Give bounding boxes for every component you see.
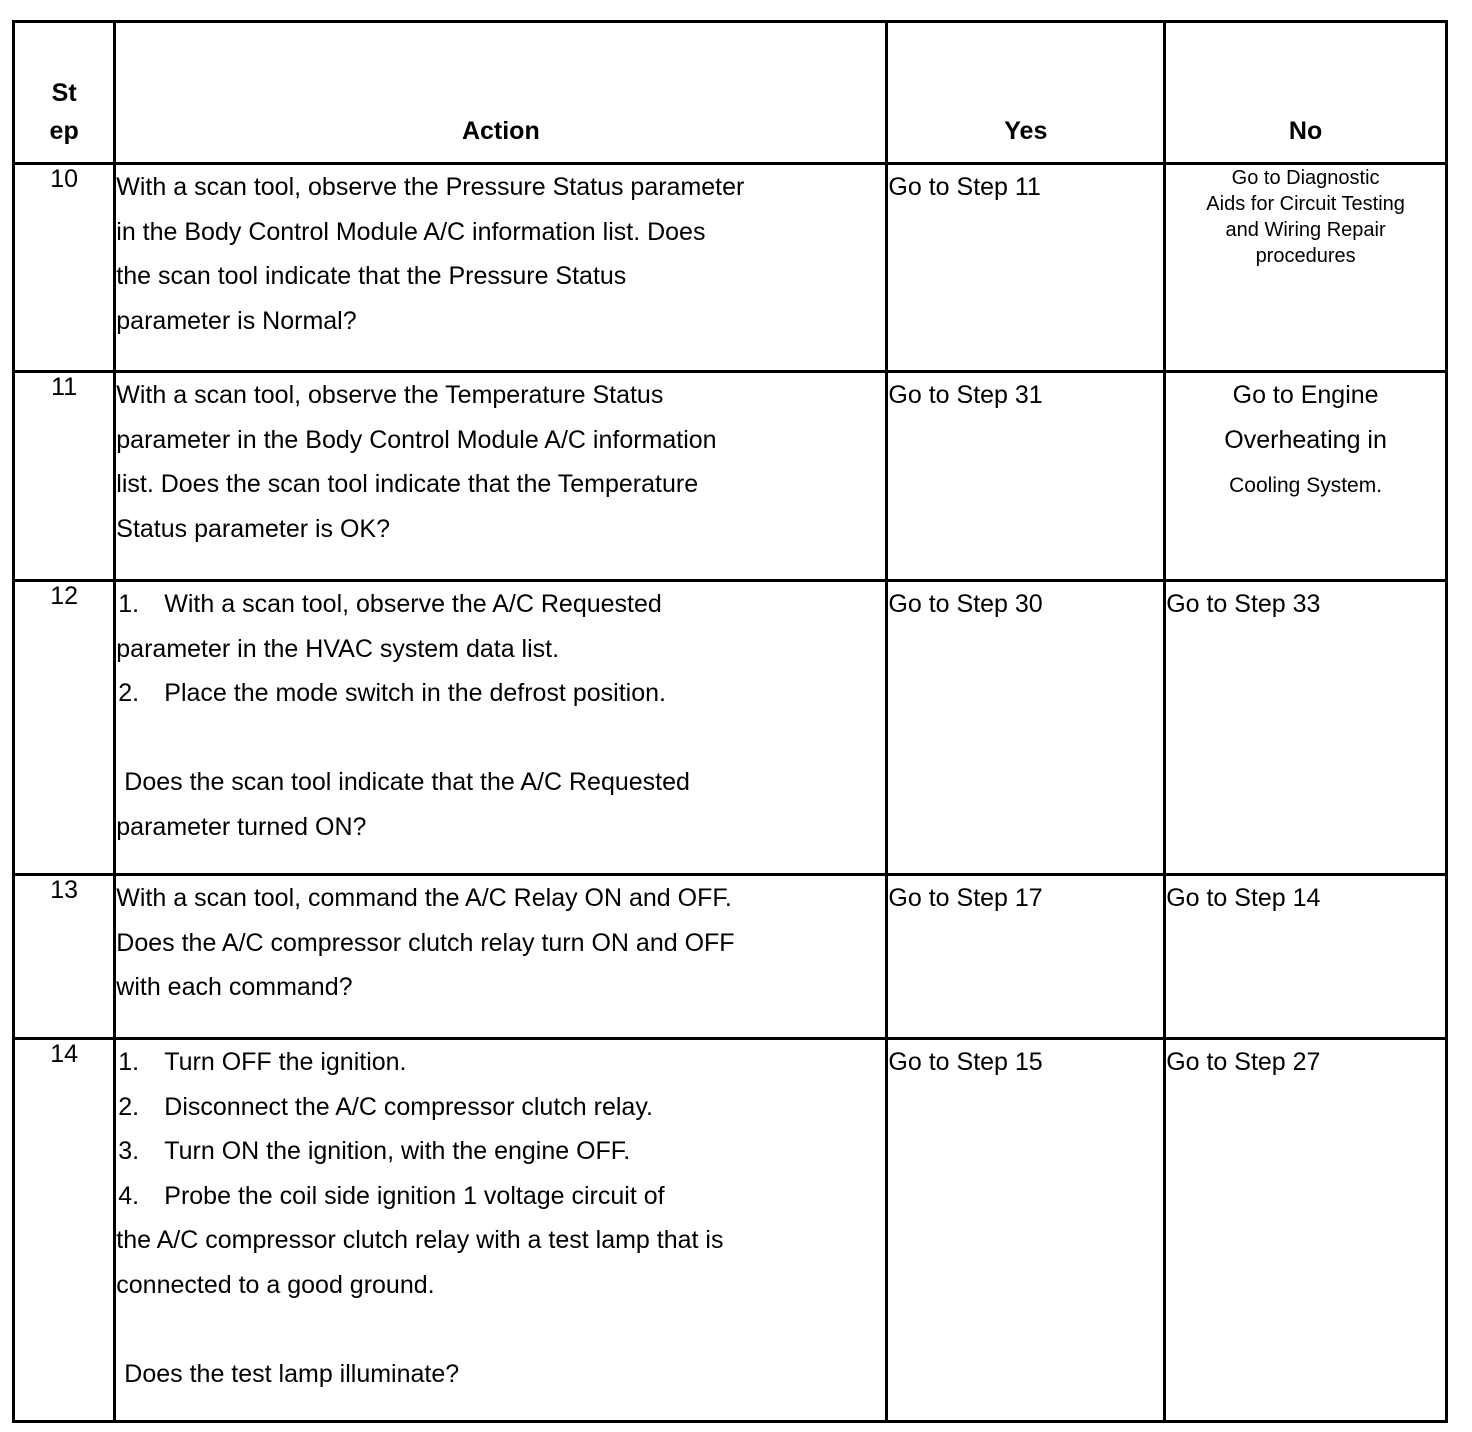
blank-line [116,716,885,761]
action-cell [115,1039,887,1422]
item-number: 1. [118,1048,140,1076]
no-line: procedures [1255,245,1356,267]
table-row [14,875,1447,1039]
action-item [116,1040,885,1085]
header-step-line1: St [51,79,77,107]
yes-cell: Go to Step 15 [887,1039,1165,1422]
header-step [14,22,115,164]
header-action: Action [115,22,887,164]
question-line: Does the test lamp illuminate? [124,1360,460,1389]
action-item: parameter in the HVAC system data list. [116,634,560,663]
action-line: with each command? [116,973,353,1002]
question-line: parameter turned ON? [116,812,367,841]
item-number: 2. [118,1092,140,1121]
no-cell: Go to Step 14 [1165,875,1447,1039]
question-line: Does the scan tool indicate that the A/C Requested [124,768,690,797]
action-item [116,582,885,627]
action-line: parameter in the Body Control Module A/C information [116,425,717,454]
step-number: 12 [14,581,115,875]
blank-line [116,1308,885,1353]
table-row [14,372,1447,581]
item-text: Turn ON the ignition, with the engine OFF. [164,1137,631,1166]
header-row [14,22,1447,164]
step-number: 11 [14,372,115,581]
action-item [116,1174,885,1219]
step-number: 14 [14,1039,115,1422]
yes-cell: Go to Step 31 [887,372,1165,581]
item-text: Probe the coil side ignition 1 voltage circuit of [164,1181,665,1210]
header-yes: Yes [887,22,1165,164]
action-item [116,1129,885,1174]
yes-cell: Go to Step 17 [887,875,1165,1039]
table-row [14,1039,1447,1422]
no-cell: Go to Step 33 [1165,581,1447,875]
action-line: With a scan tool, observe the Pressure Status parameter [116,173,745,201]
no-cell [1165,372,1447,581]
table-row [14,164,1447,372]
no-line: Go to Engine [1232,381,1379,409]
action-line: list. Does the scan tool indicate that the Temperature [116,470,699,499]
step-number: 10 [14,164,115,372]
header-no: No [1165,22,1447,164]
table-row [14,581,1447,875]
no-line: Aids for Circuit Testing [1206,193,1405,215]
action-cell [115,164,887,372]
yes-cell: Go to Step 30 [887,581,1165,875]
yes-cell: Go to Step 11 [887,164,1165,372]
action-item: the A/C compressor clutch relay with a test lamp that is [116,1226,724,1255]
action-line: parameter is Normal? [116,306,357,335]
item-number: 4. [118,1181,140,1210]
no-line: Go to Diagnostic [1231,167,1380,189]
item-text: Disconnect the A/C compressor clutch relay. [164,1092,653,1121]
no-cell [1165,164,1447,372]
item-text: Turn OFF the ignition. [164,1048,407,1076]
no-line: and Wiring Repair [1225,219,1386,241]
no-line: Overheating in [1224,426,1387,454]
action-line: in the Body Control Module A/C information list. Does [116,217,706,246]
item-number: 1. [118,590,140,618]
action-item [116,1085,885,1130]
action-item: connected to a good ground. [116,1270,435,1299]
step-number: 13 [14,875,115,1039]
item-text: With a scan tool, observe the A/C Requested [164,590,662,618]
action-line: With a scan tool, command the A/C Relay ON and OFF. [116,884,732,912]
action-line: With a scan tool, observe the Temperature Status [116,381,664,409]
item-text: Place the mode switch in the defrost position. [164,679,666,708]
action-line: the scan tool indicate that the Pressure Status [116,262,627,291]
action-cell [115,875,887,1039]
action-cell [115,372,887,581]
diagnostic-table [12,20,1448,1423]
action-cell [115,581,887,875]
item-number: 2. [118,679,140,708]
no-line: Cooling System. [1229,474,1383,497]
action-item [116,671,885,716]
header-step-line2: ep [49,117,79,145]
action-line: Status parameter is OK? [116,514,391,543]
item-number: 3. [118,1137,140,1166]
action-line: Does the A/C compressor clutch relay turn ON and OFF [116,928,735,957]
no-cell: Go to Step 27 [1165,1039,1447,1422]
